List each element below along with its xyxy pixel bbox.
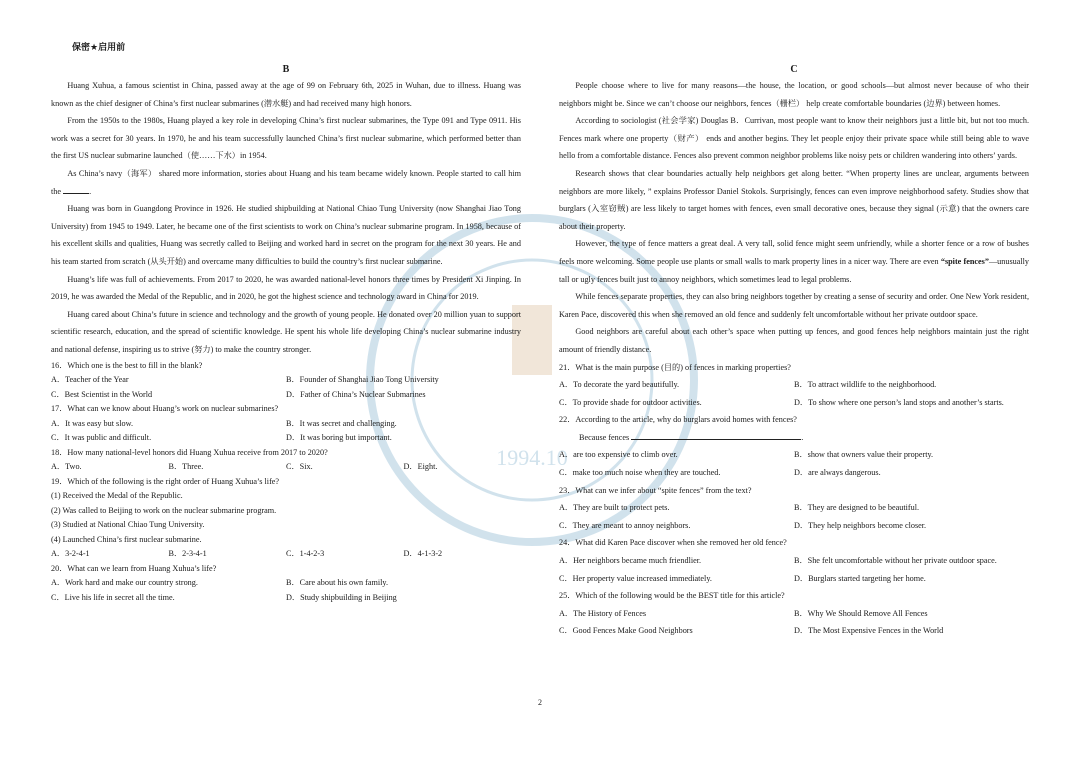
answer-option: C．Her property value increased immediately. xyxy=(559,573,712,583)
paragraph-end: . xyxy=(89,186,92,196)
question-options xyxy=(559,499,1029,534)
answer-option: B．2-3-4-1 xyxy=(168,549,207,558)
confidential-header: 保密★启用前 xyxy=(72,43,126,53)
passage-c-paragraph: Research shows that clear boundaries actually help neighbors get along better. “When property lines are unclear, arguments between neighbors are more likely, ” explains Professor Daniel Stokols. Surprisingly, fences can even improve neighborhood safety. Studies show that burglars (入室窃贼) are less likely to target homes with fences, even small decorative ones, because they signal (示意) that the owners care about their property. xyxy=(559,168,1029,231)
answer-option: D．Study shipbuilding in Beijing xyxy=(286,592,397,602)
question-options xyxy=(51,417,521,446)
answer-option: B．Founder of Shanghai Jiao Tong University xyxy=(286,375,439,384)
answer-blank xyxy=(63,185,92,196)
answer-option: A．They are built to protect pets. xyxy=(559,503,670,513)
answer-option: B．To attract wildlife to the neighborhood. xyxy=(794,380,937,390)
question-stem: 24．What did Karen Pace discover when she removed her old fence? xyxy=(559,538,787,548)
answer-option: C．They are meant to annoy neighbors. xyxy=(559,520,691,530)
answer-option: C．Good Fences Make Good Neighbors xyxy=(559,626,693,636)
answer-blank xyxy=(631,431,804,442)
passage-c-paragraph: However, the type of fence matters a great deal. A very tall, solid fence might seem unfriendly, while a shorter fence or a row of bushes feels more welcoming. Some people use plants or small walls to mark property lines in a nicer way. There are even “spite fences”—unusually tall or ugly fences built just to annoy neighbors, which sometimes lead to legal problems. xyxy=(559,239,1029,284)
passage-b-paragraph: Huang’s life was full of achievements. From 2017 to 2020, he was awarded national-level honors three times by President Xi Jinping. In 2019, he was awarded the Medal of the Republic, and in 2020, he got the highest science and technology award in China for 2019. xyxy=(51,274,521,302)
fill-text: Because fences xyxy=(579,432,630,442)
answer-option: A．It was easy but slow. xyxy=(51,418,134,428)
answer-option: B．show that owners value their property. xyxy=(794,450,934,460)
answer-option: A．To decorate the yard beautifully. xyxy=(559,380,680,390)
answer-option: B．Why We Should Remove All Fences xyxy=(794,608,928,618)
answer-option: D．are always dangerous. xyxy=(794,468,881,478)
question-stem: 22．According to the article, why do burglars avoid homes with fences? xyxy=(559,415,797,425)
answer-option: B．It was secret and challenging. xyxy=(286,418,397,428)
answer-option: A．Teacher of the Year xyxy=(51,375,129,384)
passage-b-paragraph: Huang cared about China’s future in science and technology and the growth of young people. He donated over 20 million yuan to support scientific research, education, and the spread of scientific knowledge. He spent his whole life developing China’s nuclear submarine industry and national defense, inspiring us to strive (努力) to make the country stronger. xyxy=(51,309,521,354)
fill-in-line xyxy=(559,429,1029,447)
fill-end: . xyxy=(801,432,804,442)
passage-b-paragraph: From the 1950s to the 1980s, Huang played a key role in developing China’s first nuclear submarines, the Type 091 and Type 0911. His work was a secret for 30 years. In 1970, he and his team successfully launched China’s first nuclear submarine, which performed better than the first US nuclear submarine launched（使……下水）in 1954. xyxy=(51,116,521,161)
answer-option: D．To show where one person’s land stops and another’s starts. xyxy=(794,397,1004,407)
emphasis-text: “spite fences” xyxy=(940,256,989,266)
question-stem: 16．Which one is the best to fill in the blank? xyxy=(51,360,203,370)
answer-option: A．are too expensive to climb over. xyxy=(559,450,678,460)
section-b-heading: B xyxy=(282,64,290,75)
answer-option: A．The History of Fences xyxy=(559,608,647,618)
passage-b-paragraph: Huang Xuhua, a famous scientist in China, passed away at the age of 99 on February 6th, 2025 in Wuhan, due to illness. Huang was known as the chief designer of China’s first nuclear submarines (潜水艇) and had received many high honors. xyxy=(51,81,521,108)
answer-option: B．They are designed to be beautiful. xyxy=(794,503,920,513)
answer-option: B．Three. xyxy=(168,462,204,471)
answer-option: A．Her neighbors became much friendlier. xyxy=(559,556,702,566)
answer-option: B．Care about his own family. xyxy=(286,578,389,587)
passage-c-paragraph: Good neighbors are careful about each other’s space when putting up fences, and good fences help neighbors maintain just the right amount of friendly distance. xyxy=(559,327,1029,354)
question-options xyxy=(559,552,1029,587)
answer-option: A．3-2-4-1 xyxy=(51,549,90,558)
answer-option: C．It was public and difficult. xyxy=(51,433,152,442)
answer-option: C．Six. xyxy=(286,462,313,471)
question-options xyxy=(51,373,521,402)
answer-option: D．They help neighbors become closer. xyxy=(794,520,927,530)
section-c-heading: C xyxy=(790,64,798,75)
answer-option: D．It was boring but important. xyxy=(286,433,392,442)
passage-b-paragraph: Huang was born in Guangdong Province in 1926. He studied shipbuilding at National Chiao Tung University (now Shanghai Jiao Tong University) from 1945 to 1949. Later, he became one of the first scientists to work on China’s nuclear submarine program. In 1958, because of his excellent skills and qualities, Huang was secretly called to Beijing and worked hard in secret on the program for the next 30 years. He and his team started from scratch (从头开始) and overcame many difficulties to build the country’s first nuclear submarine. xyxy=(51,204,521,266)
passage-c-paragraph: According to sociologist (社会学家) Douglas B．Currivan, most people want to know their neighbors just a little bit, but not too much. Fences mark where one property（财产） ends and another begins. They let people enjoy their private space while still being able to wave hello from a comfortable distance. Fences also prevent common neighbor problems like noisy pets or children wandering into others’ yards. xyxy=(559,116,1029,161)
question-options xyxy=(559,605,1029,640)
answer-option: D．4-1-3-2 xyxy=(403,549,443,558)
answer-option: C．Best Scientist in the World xyxy=(51,389,153,399)
section-c xyxy=(559,63,1029,640)
answer-option: C．To provide shade for outdoor activities. xyxy=(559,397,702,407)
question-stem: 18．How many national-level honors did Huang Xuhua receive from 2017 to 2020? xyxy=(51,447,328,457)
question-options xyxy=(51,576,521,605)
question-options xyxy=(559,376,1029,411)
answer-option: B．She felt uncomfortable without her private outdoor space. xyxy=(794,556,997,566)
question-options xyxy=(559,446,1029,481)
answer-option: C．make too much noise when they are touched. xyxy=(559,468,721,478)
passage-c-paragraph: People choose where to live for many reasons—the house, the location, or good schools—but almost never because of who their neighbors might be. Since we can’t choose our neighbors, fences（栅栏） help create comfortable boundaries (边界) between homes. xyxy=(559,81,1029,108)
question-stem: 25．Which of the following would be the BEST title for this article? xyxy=(559,591,785,601)
answer-option: D．The Most Expensive Fences in the World xyxy=(794,626,944,636)
answer-option: A．Two. xyxy=(51,462,82,471)
answer-option: D．Burglars started targeting her home. xyxy=(794,573,926,583)
question-stem: 19．Which of the following is the right order of Huang Xuhua’s life? xyxy=(51,476,280,486)
answer-option: D．Eight. xyxy=(403,462,438,471)
answer-option: C．1-4-2-3 xyxy=(286,549,325,558)
question-options xyxy=(51,547,521,562)
answer-option: A．Work hard and make our country strong. xyxy=(51,578,198,587)
passage-b-paragraph xyxy=(51,165,521,200)
question-stem: 21．What is the main purpose (目的) of fences in marking properties? xyxy=(559,362,791,372)
passage-c-paragraph: While fences separate properties, they can also bring neighbors together by creating a sense of security and order. One New York resident, Karen Pace, discovered this when she removed an old fence and suddenly felt uncomfortable without her private outdoor space. xyxy=(559,292,1029,319)
paragraph-text: As China’s navy（海军） shared more information, stories about Huang and his team became widely known. People started to call him the xyxy=(51,168,521,196)
section-b xyxy=(51,63,521,605)
order-item: (2) Was called to Beijing to work on the nuclear submarine program. xyxy=(51,505,277,515)
page-number: 2 xyxy=(538,698,542,707)
question-stem: 17．What can we know about Huang’s work on nuclear submarines? xyxy=(51,404,279,413)
order-item: (3) Studied at National Chiao Tung University. xyxy=(51,520,205,529)
answer-option: D．Father of China’s Nuclear Submarines xyxy=(286,389,426,399)
answer-option: C．Live his life in secret all the time. xyxy=(51,592,175,602)
question-stem: 20．What can we learn from Huang Xuhua’s life? xyxy=(51,563,217,573)
question-stem: 23．What can we infer about “spite fences” from the text? xyxy=(559,485,752,495)
order-item: (1) Received the Medal of the Republic. xyxy=(51,491,183,500)
question-options xyxy=(51,460,521,475)
order-item: (4) Launched China’s first nuclear submarine. xyxy=(51,534,202,544)
seal-year: 1994.10 xyxy=(496,445,568,470)
